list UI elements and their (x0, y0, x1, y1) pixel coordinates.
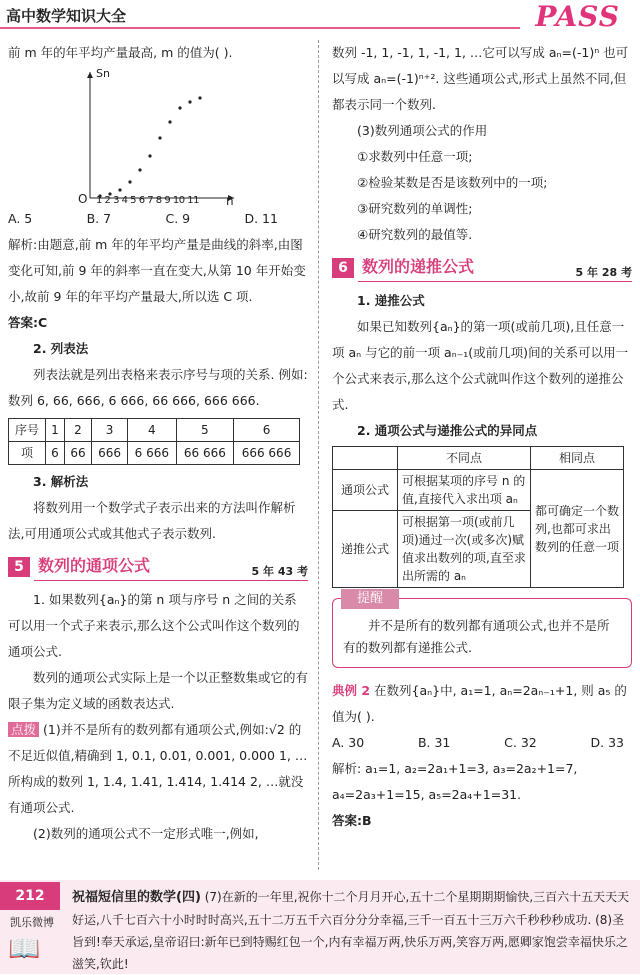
list-item: ①求数列中任意一项; (357, 149, 473, 164)
choice-a: A. 5 (8, 211, 33, 226)
list-item: ②检验某数是否是该数列中的一项; (357, 175, 548, 190)
question-stem: 前 m 年的年平均产量最高, m 的值为( ). (8, 45, 233, 60)
table-cell: 5 (176, 419, 233, 442)
note-paragraph (8, 717, 308, 821)
choice-row (332, 730, 624, 756)
choice-c: C. 32 (504, 735, 537, 750)
subsection-title: 1. 递推公式 (357, 293, 425, 308)
paragraph: 列表法就是列出表格来表示序号与项的关系. 例如:数列 6, 66, 666, 6 666, 66 666, 666 666. (8, 367, 308, 408)
comparison-table (332, 446, 624, 588)
header-rule (0, 27, 520, 29)
section-number: 6 (332, 258, 354, 278)
list-item: ④研究数列的最值等. (357, 227, 473, 242)
table-cell: 6 666 (127, 442, 176, 465)
subsection-title: 2. 列表法 (33, 341, 89, 356)
sequence-table (8, 418, 300, 465)
choice-c: C. 9 (165, 211, 191, 226)
table-cell: 2 (64, 419, 91, 442)
scatter-points (98, 96, 201, 197)
subsection-title: 2. 通项公式与递推公式的异同点 (357, 423, 538, 438)
graph-svg (8, 66, 308, 206)
subsection-title: 3. 解析法 (33, 474, 89, 489)
example-label: 典例 2 (332, 683, 371, 698)
table-cell (333, 447, 398, 470)
analysis: 解析:由题意,前 m 年的年平均产量是曲线的斜率,由图变化可知,前 9 年的斜率一直在变大,从第 10 年开始变小,故前 9 年的年平均产量最大,所以选 C 项. (8, 237, 306, 304)
reminder-label: 提醒 (341, 589, 399, 609)
book-icon: 📖 (8, 934, 41, 964)
table-header: 不同点 (398, 447, 531, 470)
row-header: 递推公式 (333, 511, 398, 588)
dianbo-badge: 点拨 (8, 722, 39, 737)
page-header (0, 0, 640, 33)
choice-d: D. 11 (244, 211, 278, 226)
choice-d: D. 33 (590, 735, 624, 750)
table-header: 相同点 (531, 447, 624, 470)
paragraph: 数列的通项公式实际上是一个以正整数集或它的有限子集为定义域的函数表达式. (8, 670, 309, 711)
table-cell: 序号 (9, 419, 46, 442)
section-underline (34, 580, 308, 581)
choice-row (8, 206, 278, 232)
section-title: 数列的递推公式 (362, 257, 475, 276)
list-item: ③研究数列的单调性; (357, 201, 473, 216)
example-question (332, 678, 632, 730)
x-axis-ticks: 1 2 3 4 5 6 7 8 9 10 11 (96, 195, 199, 206)
note-text: (1)并不是所有的数列都有通项公式,例如:√2 的不足近似值,精确到 1, 0.1, 0.01, 0.001, 0.000 1, …所构成的数列 1, 1.4, 1.41, 1.414, 1.414 2, …就没有通项公式. (8, 722, 308, 815)
table-cell: 可根据某项的序号 n 的值,直接代入求出项 aₙ (398, 470, 531, 511)
paragraph: 数列 -1, 1, -1, 1, -1, 1, …它可以写成 aₙ=(-1)ⁿ 也可以写成 aₙ=(-1)ⁿ⁺². 这些通项公式,形式上虽然不同,但都表示同一个数列. (332, 45, 629, 112)
table-cell: 3 (92, 419, 128, 442)
row-header: 通项公式 (333, 470, 398, 511)
footer-body: (7)在新的一年里,祝你十二个月月开心,五十二个星期期期愉快,三百六十五天天天好运,八千七百六十小时时时高兴,五十二万五千六百分分分幸福,三千一百五十三万六千秒秒秒成功. (8)圣旨到!奉天承运,皇帝诏曰:新年已到特赐红包一个,内有幸福万两,快乐万两,笑容万两,愿卿家饱尝幸福快乐之滋笑,钦此! (72, 890, 630, 971)
example-text: 在数列{aₙ}中, a₁=1, aₙ=2aₙ₋₁+1, 则 a₅ 的值为( ). (332, 683, 627, 724)
section-5-heading (8, 553, 308, 581)
table-row (333, 470, 624, 511)
exam-frequency: 5 年 43 考 (251, 565, 308, 578)
column-divider (318, 40, 320, 870)
page-number: 212 (0, 882, 60, 910)
table-cell: 可根据第一项(或前几项)通过一次(或多次)赋值求出数列的项,直至求出所需的 aₙ (398, 511, 531, 588)
paragraph: (3)数列通项公式的作用 (357, 123, 488, 138)
choice-b: B. 7 (86, 211, 112, 226)
table-cell: 66 666 (176, 442, 233, 465)
origin-label: O (78, 192, 88, 206)
analysis: 解析: a₁=1, a₂=2a₁+1=3, a₃=2a₂+1=7, a₄=2a₃+1=15, a₅=2a₄+1=31. (332, 761, 578, 802)
table-row (9, 442, 300, 465)
table-row (333, 447, 624, 470)
table-cell: 666 666 (234, 442, 300, 465)
answer: 答案:B (332, 813, 372, 828)
reminder-text: 并不是所有的数列都有通项公式,也并不是所有的数列都有递推公式. (343, 618, 610, 655)
choice-a: A. 30 (332, 735, 365, 750)
paragraph: 如果已知数列{aₙ}的第一项(或前几项),且任意一项 aₙ 与它的前一项 aₙ₋₁(或前几项)间的关系可以用一个公式来表示,那么这个公式就叫作这个数列的递推公式. (332, 319, 629, 412)
paragraph: 将数列用一个数学式子表示出来的方法叫作解析法,可用通项公式或其他式子表示数列. (8, 500, 296, 541)
table-cell: 项 (9, 442, 46, 465)
choice-b: B. 31 (417, 735, 451, 750)
paragraph: 1. 如果数列{aₙ}的第 n 项与序号 n 之间的关系可以用一个式子来表示,那么这个公式叫作这个数列的通项公式. (8, 592, 300, 659)
table-cell: 1 (46, 419, 65, 442)
section-title: 数列的通项公式 (38, 556, 151, 575)
answer: 答案:C (8, 315, 48, 330)
footer-text-block (72, 886, 632, 975)
table-cell: 6 (234, 419, 300, 442)
table-cell: 4 (127, 419, 176, 442)
table-row (9, 419, 300, 442)
table-cell: 6 (46, 442, 65, 465)
section-underline (358, 281, 632, 282)
footer-title: 祝福短信里的数学(四) (72, 890, 201, 905)
table-cell: 666 (92, 442, 128, 465)
table-cell: 都可确定一个数列,也都可求出数列的任意一项 (531, 470, 624, 588)
book-title: 高中数学知识大全 (6, 7, 127, 25)
scatter-graph (8, 66, 308, 206)
table-cell: 66 (64, 442, 91, 465)
x-axis-label: n (226, 194, 234, 208)
pass-logo: PASS (535, 0, 620, 33)
left-column (8, 40, 308, 847)
reminder-box (332, 591, 632, 668)
right-column (332, 40, 632, 834)
y-axis-label: Sn (96, 67, 110, 80)
exam-frequency: 5 年 28 考 (575, 266, 632, 279)
section-6-heading (332, 254, 632, 282)
section-number: 5 (8, 557, 30, 577)
brand-name: 凯乐微博 (10, 916, 54, 929)
page-footer (0, 880, 640, 974)
paragraph: (2)数列的通项公式不一定形式唯一,例如, (33, 826, 259, 841)
